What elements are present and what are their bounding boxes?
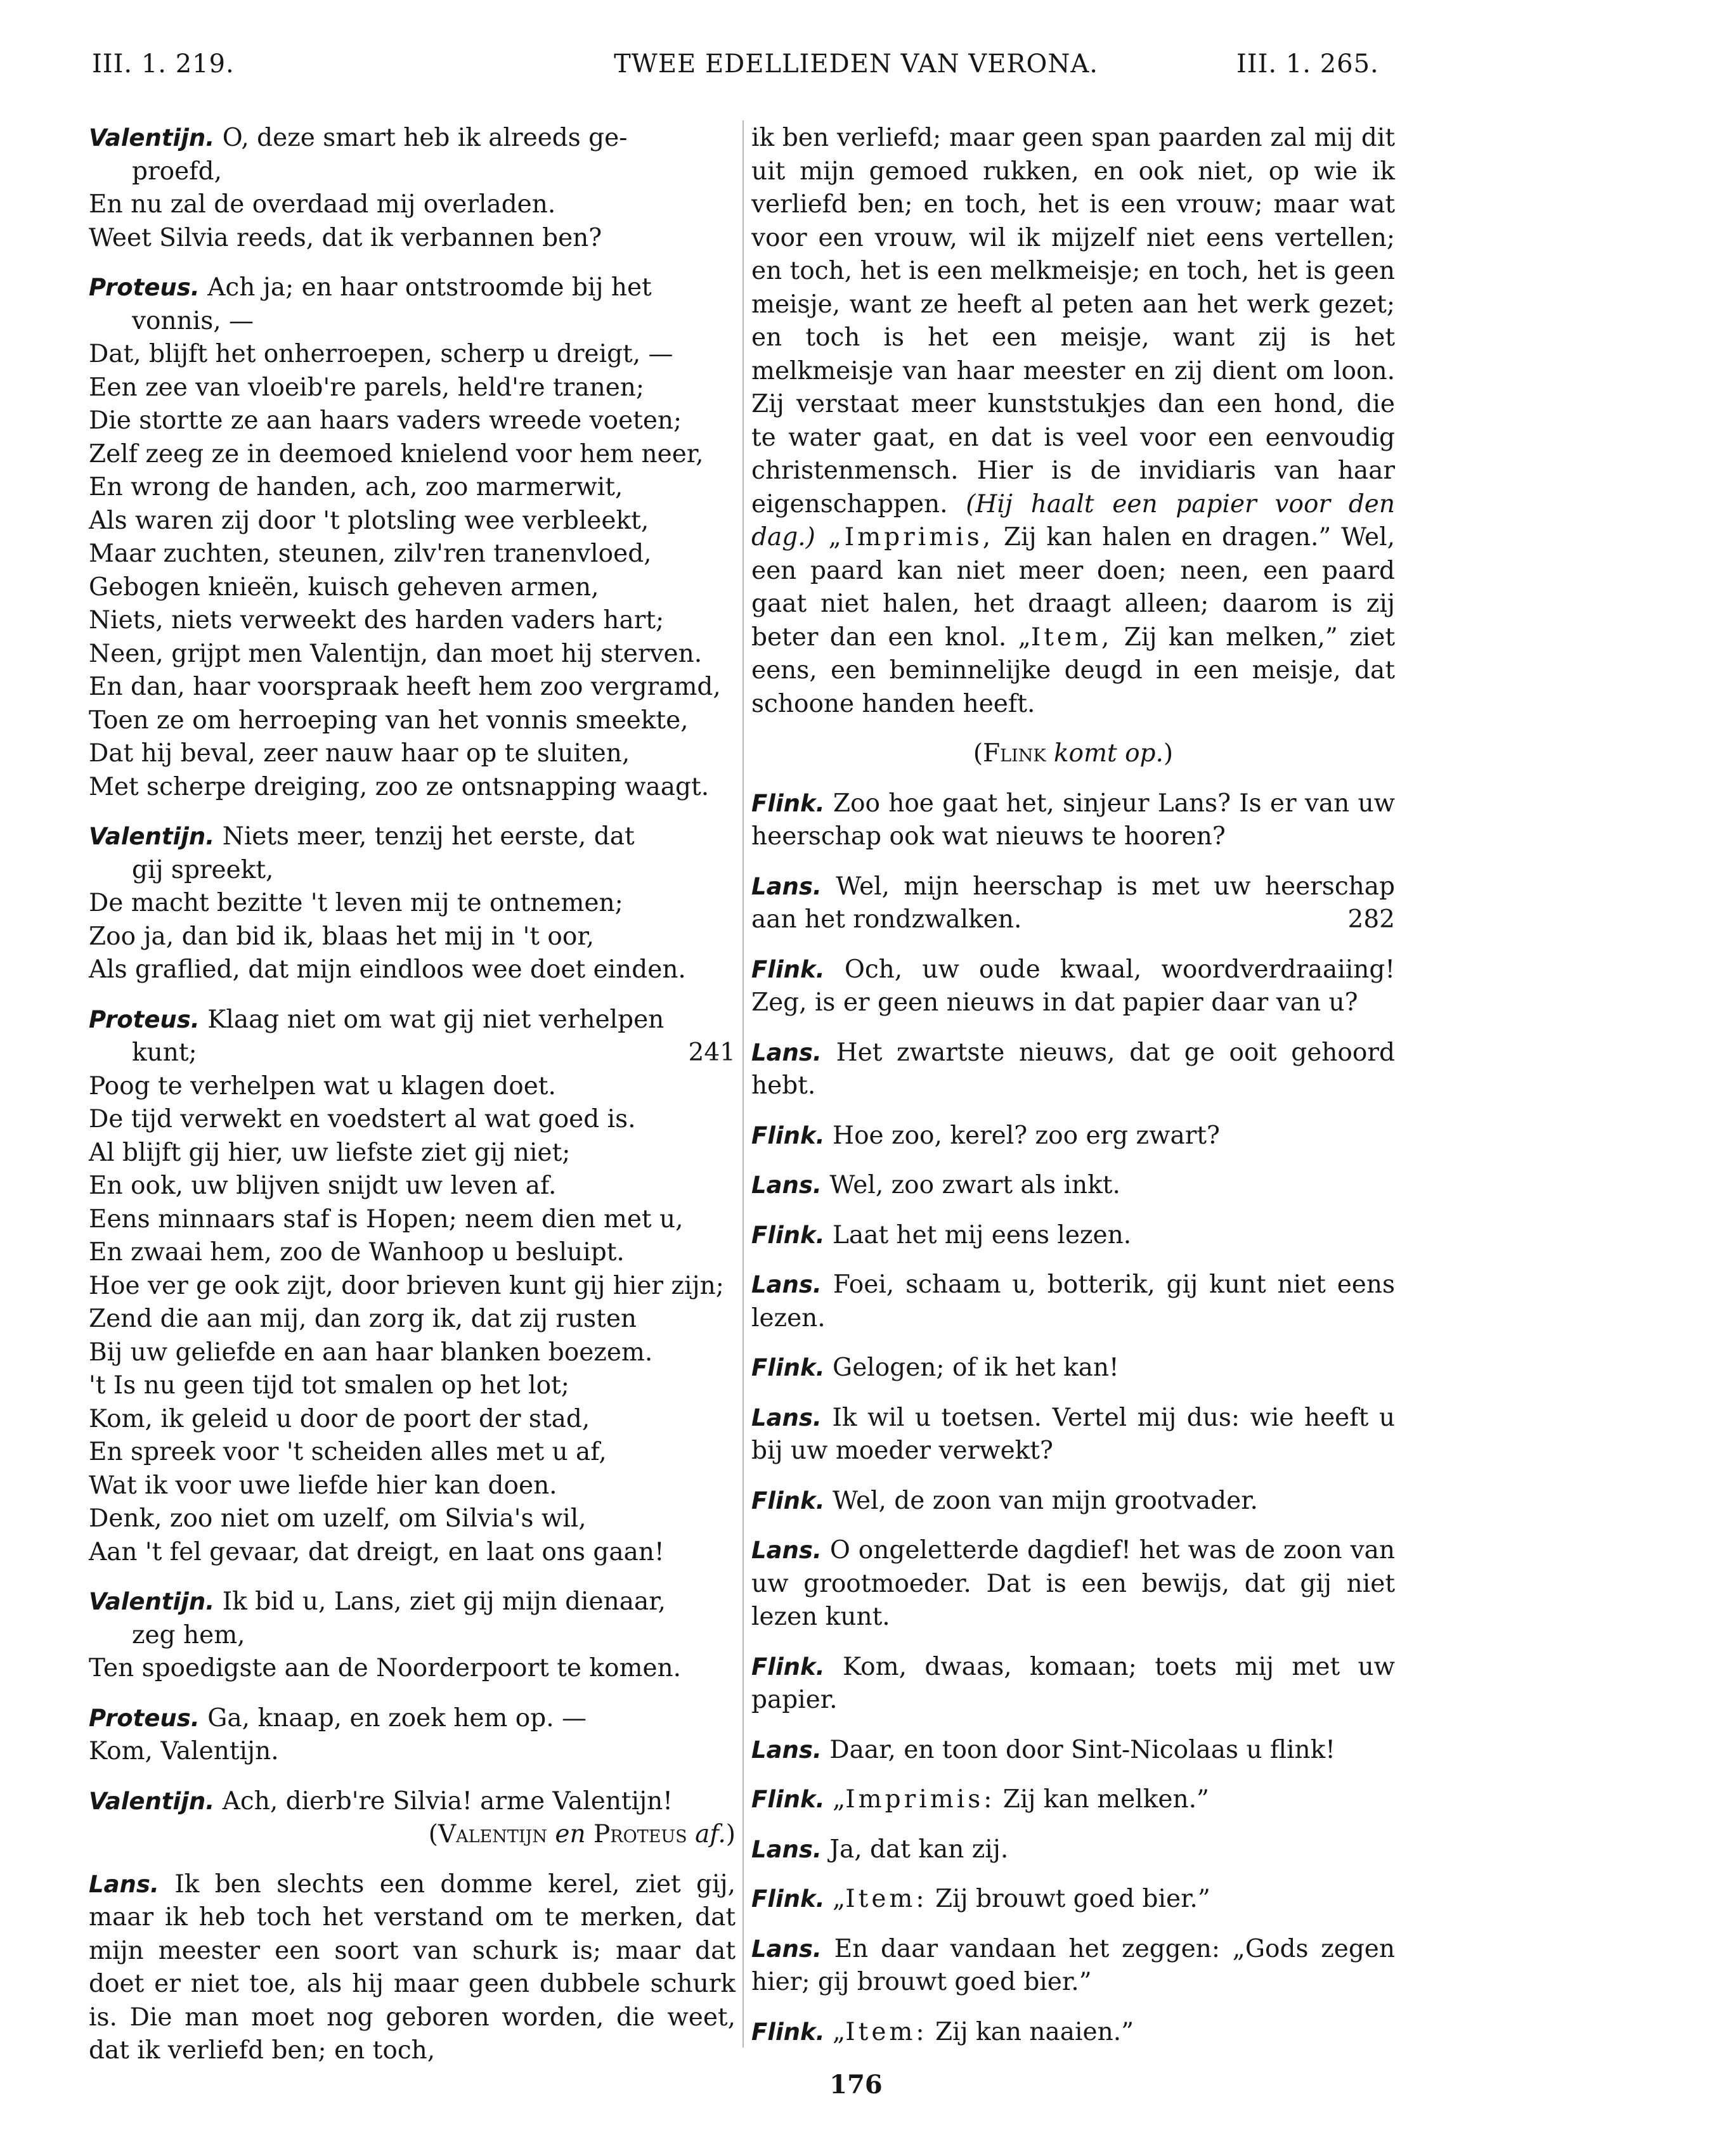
header-act-scene-start: III. 1. 219. — [92, 49, 235, 79]
speaker-name: Lans. — [751, 1038, 822, 1066]
speaker-name: Flink. — [751, 1121, 825, 1149]
dialogue-line — [751, 1402, 1395, 1468]
verse-continuation: vonnis, — — [132, 306, 254, 335]
running-title: TWEE EDELLIEDEN VAN VERONA. — [614, 49, 1098, 79]
speaker-name: Lans. — [89, 1870, 159, 1898]
prose-text: Gelogen; of ik het kan! — [824, 1353, 1119, 1382]
prose-text: Zij brouwt goed bier.” — [927, 1885, 1210, 1913]
speaker-name: Lans. — [751, 1835, 822, 1863]
speaker-name: Valentijn. — [89, 1588, 215, 1615]
verse-line: Weet Silvia reeds, dat ik verbannen ben? — [89, 223, 602, 252]
verse-line: Aan 't fel gevaar, dat dreigt, en laat ons gaan! — [89, 1537, 665, 1566]
verse-line: Zend die aan mij, dan zorg ik, dat zij rusten — [89, 1305, 637, 1333]
verse-line: En wrong de handen, ach, zoo marmerwit, — [89, 473, 623, 501]
dialogue-line — [751, 1036, 1395, 1103]
speaker-name: Flink. — [751, 1786, 825, 1813]
verse-line: En spreek voor 't scheiden alles met u af, — [89, 1438, 607, 1466]
prose-text: Laat het mij eens lezen. — [824, 1220, 1132, 1249]
prose-text: O ongeletterde dagdief! het was de zoon van uw grootmoeder. Dat is een bewijs, dat gij niet lezen kunt. — [751, 1536, 1395, 1631]
speaker-name: Lans. — [751, 1736, 822, 1764]
verse-continuation: proefd, — [132, 157, 222, 186]
stage-direction-exit: (Valentijn en Proteus af.) — [428, 1820, 736, 1849]
quoted-heading: Item, — [1030, 623, 1113, 652]
verse-line: Een zee van vloeib're parels, held're tranen; — [89, 373, 645, 402]
speaker-name: Flink. — [751, 789, 825, 817]
column-divider — [743, 120, 744, 2048]
prose-text: Zij kan halen en dragen.” Wel, een paard kan niet meer doen; neen, een paard gaat niet halen, het draagt alleen; daarom is zij beter dan een knol. „ — [751, 523, 1396, 652]
dialogue-line — [751, 1833, 1395, 1867]
character-name: Valentijn — [438, 1820, 547, 1849]
verse-line: Zelf zeeg ze in deemoed knielend voor hem neer, — [89, 439, 704, 468]
speaker-name: Flink. — [751, 2018, 825, 2046]
speech-valentijn-1 — [89, 122, 736, 255]
verse-line: Bij uw geliefde en aan haar blanken boezem. — [89, 1338, 653, 1367]
speech-valentijn-4 — [89, 1785, 736, 1852]
line-number: 282 — [1347, 905, 1395, 934]
verse-line: Ten spoedigste aan de Noorderpoort te komen. — [89, 1654, 682, 1682]
speech-proteus-1 — [89, 271, 736, 804]
quoted-heading: Item: — [845, 2017, 928, 2046]
character-name: Flink — [983, 739, 1046, 768]
verse-line: En zwaai hem, zoo de Wanhoop u besluipt. — [89, 1238, 625, 1267]
verse-line: Toen ze om herroeping van het vonnis smeekte, — [89, 706, 689, 735]
speech-valentijn-2 — [89, 820, 736, 987]
speaker-name: Proteus. — [89, 1005, 200, 1033]
verse-line: Dat, blijft het onherroepen, scherp u dreigt, — — [89, 340, 673, 368]
speech-proteus-3 — [89, 1702, 736, 1769]
verse-line: De tijd verwekt en voedstert al wat goed is. — [89, 1105, 636, 1133]
verse-continuation: gij spreekt, — [132, 855, 274, 884]
prose-text: Daar, en toon door Sint-Nicolaas u flink! — [821, 1735, 1335, 1764]
speaker-name: Flink. — [751, 1885, 825, 1913]
speaker-name: Lans. — [751, 1271, 822, 1298]
verse-line: Als graflied, dat mijn eindloos wee doet einden. — [89, 955, 686, 984]
dialogue-line — [751, 1933, 1395, 1999]
dialogue-line: Flink. „Imprimis: Zij kan melken.” — [751, 1785, 1209, 1814]
quoted-heading: Imprimis: — [845, 1785, 995, 1814]
prose-text: Zij kan melken,” ziet eens, een beminnelijke deugd in een meisje, dat schoone handen heeft. — [751, 623, 1395, 718]
dialogue-line — [751, 953, 1395, 1020]
verse-line: Klaag niet om wat gij niet verhelpen — [199, 1005, 665, 1034]
verse-line: 't Is nu geen tijd tot smalen op het lot; — [89, 1371, 569, 1400]
dialogue-line: Flink. „Item: Zij brouwt goed bier.” — [751, 1885, 1210, 1913]
dialogue-line — [751, 1734, 1395, 1767]
prose-text: Het zwartste nieuws, dat ge ooit gehoord hebt. — [751, 1038, 1395, 1100]
line-number: 241 — [688, 1038, 736, 1067]
verse-line: Niets meer, tenzij het eerste, dat — [214, 822, 635, 851]
verse-line: Die stortte ze aan haars vaders wreede voeten; — [89, 406, 682, 435]
speaker-name: Lans. — [751, 1537, 822, 1564]
verse-line: En dan, haar voorspraak heeft hem zoo vergramd, — [89, 673, 721, 701]
speaker-name: Flink. — [751, 955, 825, 983]
prose-text: Kom, dwaas, komaan; toets mij met uw papier. — [751, 1652, 1395, 1714]
speaker-name: Valentijn. — [89, 1787, 215, 1815]
prose-text: Foei, schaam u, botterik, gij kunt niet eens lezen. — [751, 1270, 1395, 1333]
prose-text: Hoe zoo, kerel? zoo erg zwart? — [824, 1121, 1220, 1150]
stage-direction: (Hij haalt een papier voor den dag.) — [751, 489, 1395, 552]
speaker-name: Flink. — [751, 1653, 825, 1681]
prose-text: Wel, de zoon van mijn grootvader. — [824, 1486, 1258, 1515]
verse-line: Ik bid u, Lans, ziet gij mijn dienaar, — [214, 1587, 666, 1616]
quoted-heading: Item: — [845, 1885, 928, 1913]
prose-text: Zij kan naaien.” — [927, 2017, 1134, 2046]
speaker-name: Lans. — [751, 1404, 822, 1431]
speaker-name: Flink. — [751, 1487, 825, 1514]
page-number: 176 — [829, 2070, 883, 2100]
prose-text: Zij kan melken.” — [995, 1785, 1209, 1814]
verse-line: Ga, knaap, en zoek hem op. — — [199, 1703, 587, 1733]
verse-line: Als waren zij door 't plotsling wee verbleekt, — [89, 506, 649, 535]
speech-lans-1 — [89, 1868, 736, 2068]
dialogue-line — [751, 1485, 1395, 1518]
dialogue-line — [751, 1219, 1395, 1253]
verse-line: Al blijft gij hier, uw liefste ziet gij niet; — [89, 1138, 571, 1167]
stage-direction-entry: (Flink komt op.) — [973, 739, 1174, 768]
verse-line: Denk, zoo niet om uzelf, om Silvia's wil, — [89, 1504, 587, 1533]
verse-continuation: zeg hem, — [132, 1620, 245, 1649]
verse-line: Kom, Valentijn. — [89, 1737, 279, 1765]
prose-text: En daar vandaan het zeggen: „Gods zegen hier; gij brouwt goed bier.” — [751, 1934, 1395, 1996]
verse-line: Kom, ik geleid u door de poort der stad, — [89, 1404, 590, 1433]
speaker-name: Proteus. — [89, 274, 200, 301]
verse-line: Ach, dierb're Silvia! arme Valentijn! — [214, 1786, 673, 1816]
left-column — [89, 122, 736, 2084]
verse-line: Ach ja; en haar ontstroomde bij het — [199, 273, 652, 302]
dialogue-line — [751, 1534, 1395, 1634]
speech-valentijn-3 — [89, 1585, 736, 1686]
speaker-name: Proteus. — [89, 1704, 200, 1732]
character-name: Proteus — [593, 1820, 687, 1849]
right-column — [751, 122, 1395, 2065]
verse-line: En nu zal de overdaad mij overladen. — [89, 190, 556, 219]
dialogue-line — [751, 1268, 1395, 1335]
prose-text: Zoo hoe gaat het, sinjeur Lans? Is er van uw heerschap ook wat nieuws te hooren? — [751, 789, 1395, 851]
speaker-name: Flink. — [751, 1354, 825, 1381]
prose-text: ik ben verliefd; maar geen span paarden zal mij dit uit mijn gemoed rukken, en ook niet, op wie ik verliefd ben; en toch, het is een vrouw; maar wat voor een vrouw, wil ik mijzelf niet eens vertellen; en toch, het is een melkmeisje; en toch, het is geen meisje, want ze heeft al peten aan het werk gezet; en toch is het een meisje, want zij is het melkmeisje van haar meester en zij dient om loon. Zij verstaat meer kunststukjes dan een hond, die te water gaat, en dat is veel voor een eenvoudig christenmensch. Hier is de invidiaris van haar eigenschappen. — [751, 124, 1395, 519]
header-act-scene-end: III. 1. 265. — [1236, 49, 1379, 79]
verse-line: Zoo ja, dan bid ik, blaas het mij in 't oor, — [89, 922, 595, 951]
speaker-name: Lans. — [751, 1935, 822, 1963]
verse-line: Met scherpe dreiging, zoo ze ontsnapping waagt. — [89, 772, 710, 801]
prose-text: Ik ben slechts een domme kerel, ziet gij, maar ik heb toch het verstand om te merken, dat mijn meester een soort van schurk is; maar dat doet er niet toe, als hij maar geen dubbele schurk is. Die man moet nog geboren worden, die weet, dat ik verliefd ben; en toch, — [89, 1869, 736, 2065]
speaker-name: Lans. — [751, 1172, 822, 1199]
dialogue-line — [751, 787, 1395, 854]
speaker-name: Flink. — [751, 1221, 825, 1249]
prose-text: Wel, zoo zwart als inkt. — [821, 1171, 1120, 1199]
dialogue-line: Flink. „Item: Zij kan naaien.” — [751, 2017, 1134, 2046]
speech-proteus-2 — [89, 1004, 736, 1570]
verse-line: Niets, niets verweekt des harden vaders hart; — [89, 606, 665, 635]
verse-line: Maar zuchten, steunen, zilv'ren tranenvloed, — [89, 539, 652, 568]
dialogue-line — [751, 1169, 1395, 1203]
verse-line: Dat hij beval, zeer nauw haar op te sluiten, — [89, 739, 630, 768]
prose-text: Och, uw oude kwaal, woordverdraaiing! Zeg, is er geen nieuws in dat papier daar van u? — [751, 955, 1395, 1017]
verse-line: En ook, uw blijven snijdt uw leven af. — [89, 1172, 557, 1200]
quoted-heading: „Imprimis, — [815, 523, 994, 552]
dialogue-line — [751, 1651, 1395, 1717]
prose-text: Wel, mijn heerschap is met uw heerschap aan het rondzwalken. — [751, 872, 1395, 934]
verse-line: Poog te verhelpen wat u klagen doet. — [89, 1071, 556, 1101]
prose-text: Ja, dat kan zij. — [821, 1835, 1009, 1864]
prose-text: Ik wil u toetsen. Vertel mij dus: wie heeft u bij uw moeder verwekt? — [751, 1403, 1395, 1465]
verse-continuation: kunt; — [132, 1038, 197, 1067]
dialogue-line — [751, 1352, 1395, 1385]
speech-lans-1-continued — [751, 122, 1395, 721]
verse-line: De macht bezitte 't leven mij te ontnemen; — [89, 889, 623, 917]
verse-line: Wat ik voor uwe liefde hier kan doen. — [89, 1471, 557, 1500]
dialogue-line — [751, 870, 1395, 937]
speaker-name: Valentijn. — [89, 124, 215, 152]
verse-line: Neen, grijpt men Valentijn, dan moet hij sterven. — [89, 639, 703, 668]
speaker-name: Lans. — [751, 872, 822, 900]
verse-line: O, deze smart heb ik alreeds ge- — [214, 124, 628, 152]
speaker-name: Valentijn. — [89, 823, 215, 850]
verse-line: Gebogen knieën, kuisch geheven armen, — [89, 572, 599, 602]
dialogue-line — [751, 1120, 1395, 1153]
verse-line: Eens minnaars staf is Hopen; neem dien met u, — [89, 1204, 684, 1234]
verse-line: Hoe ver ge ook zijt, door brieven kunt gij hier zijn; — [89, 1271, 724, 1300]
